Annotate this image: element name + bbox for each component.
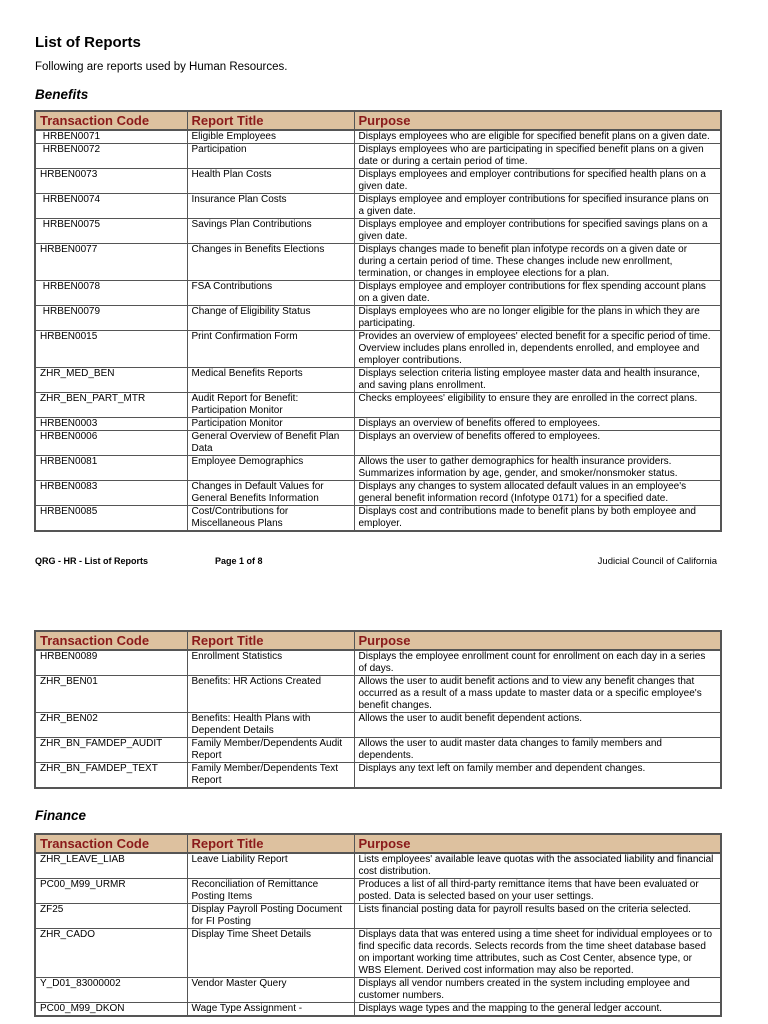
- table-row: [35, 331, 721, 368]
- table-header-row: [35, 834, 721, 853]
- table-row: [35, 978, 721, 1003]
- purpose-cell: Displays employees who are no longer eligible for the plans in which they are participating.: [354, 306, 721, 331]
- table-row: [35, 929, 721, 978]
- report-title-cell: Participation Monitor: [187, 418, 354, 431]
- purpose-cell: Provides an overview of employees' elected benefit for a specific period of time. Overview includes plans enrolled in, dependents enrolled, and employee and employer contributions.: [354, 331, 721, 368]
- table-row: [35, 219, 721, 244]
- table-row: [35, 306, 721, 331]
- purpose-cell: Displays employees who are eligible for specified benefit plans on a given date.: [354, 130, 721, 144]
- table-row: [35, 904, 721, 929]
- section-heading-benefits: Benefits: [35, 87, 89, 102]
- transaction-code-cell: HRBEN0077: [35, 244, 187, 281]
- report-title-cell: Display Payroll Posting Document for FI Posting: [187, 904, 354, 929]
- transaction-code-cell: HRBEN0078: [35, 281, 187, 306]
- table-row: [35, 368, 721, 393]
- transaction-code-cell: HRBEN0071: [35, 130, 187, 144]
- purpose-cell: Allows the user to audit master data changes to family members and dependents.: [354, 738, 721, 763]
- transaction-code-cell: HRBEN0003: [35, 418, 187, 431]
- table-row: [35, 144, 721, 169]
- header-purpose: Purpose: [354, 834, 721, 853]
- report-title-cell: Benefits: Health Plans with Dependent Details: [187, 713, 354, 738]
- purpose-cell: Checks employees' eligibility to ensure they are enrolled in the correct plans.: [354, 393, 721, 418]
- transaction-code-cell: HRBEN0073: [35, 169, 187, 194]
- transaction-code-cell: HRBEN0085: [35, 506, 187, 532]
- purpose-cell: Displays an overview of benefits offered to employees.: [354, 418, 721, 431]
- purpose-cell: Displays any text left on family member and dependent changes.: [354, 763, 721, 789]
- transaction-code-cell: HRBEN0089: [35, 650, 187, 676]
- report-title-cell: Cost/Contributions for Miscellaneous Plans: [187, 506, 354, 532]
- table-row: [35, 676, 721, 713]
- report-title-cell: Medical Benefits Reports: [187, 368, 354, 393]
- purpose-cell: Allows the user to audit benefit dependent actions.: [354, 713, 721, 738]
- report-title-cell: Benefits: HR Actions Created: [187, 676, 354, 713]
- table-row: [35, 853, 721, 879]
- report-title-cell: Savings Plan Contributions: [187, 219, 354, 244]
- purpose-cell: Displays employees who are participating in specified benefit plans on a given date or during a certain period of time.: [354, 144, 721, 169]
- intro-text: Following are reports used by Human Resources.: [35, 61, 288, 73]
- footer-organization: Judicial Council of California: [597, 556, 717, 567]
- footer-page-number: Page 1 of 8: [215, 556, 263, 566]
- benefits-continued-table: [34, 630, 722, 789]
- transaction-code-cell: ZHR_LEAVE_LIAB: [35, 853, 187, 879]
- report-title-cell: Vendor Master Query: [187, 978, 354, 1003]
- transaction-code-cell: PC00_M99_DKON: [35, 1003, 187, 1017]
- transaction-code-cell: ZF25: [35, 904, 187, 929]
- report-title-cell: Wage Type Assignment -: [187, 1003, 354, 1017]
- report-title-cell: General Overview of Benefit Plan Data: [187, 431, 354, 456]
- header-transaction-code: Transaction Code: [35, 111, 187, 130]
- purpose-cell: Displays employee and employer contributions for specified insurance plans on a given date.: [354, 194, 721, 219]
- transaction-code-cell: HRBEN0079: [35, 306, 187, 331]
- purpose-cell: Displays selection criteria listing employee master data and health insurance, and saving plans enrollment.: [354, 368, 721, 393]
- table-row: [35, 738, 721, 763]
- report-title-cell: Employee Demographics: [187, 456, 354, 481]
- table-row: [35, 456, 721, 481]
- transaction-code-cell: ZHR_BN_FAMDEP_AUDIT: [35, 738, 187, 763]
- report-title-cell: Change of Eligibility Status: [187, 306, 354, 331]
- purpose-cell: Lists employees' available leave quotas with the associated liability and financial cost distribution.: [354, 853, 721, 879]
- header-report-title: Report Title: [187, 631, 354, 650]
- table-row: [35, 763, 721, 789]
- purpose-cell: Displays wage types and the mapping to the general ledger account.: [354, 1003, 721, 1017]
- table-row: [35, 481, 721, 506]
- table-row: [35, 130, 721, 144]
- transaction-code-cell: ZHR_BEN02: [35, 713, 187, 738]
- report-title-cell: Health Plan Costs: [187, 169, 354, 194]
- table-header-row: [35, 111, 721, 130]
- table-row: [35, 431, 721, 456]
- table-row: [35, 650, 721, 676]
- section-heading-finance: Finance: [35, 808, 87, 823]
- table-row: [35, 281, 721, 306]
- transaction-code-cell: HRBEN0006: [35, 431, 187, 456]
- purpose-cell: Displays any changes to system allocated default values in an employee's general benefit information record (Infotype 0171) for a specified date.: [354, 481, 721, 506]
- transaction-code-cell: HRBEN0081: [35, 456, 187, 481]
- transaction-code-cell: HRBEN0074: [35, 194, 187, 219]
- footer-doc-name: QRG - HR - List of Reports: [35, 556, 148, 566]
- report-title-cell: Participation: [187, 144, 354, 169]
- report-title-cell: Eligible Employees: [187, 130, 354, 144]
- transaction-code-cell: HRBEN0083: [35, 481, 187, 506]
- report-title-cell: Print Confirmation Form: [187, 331, 354, 368]
- header-report-title: Report Title: [187, 111, 354, 130]
- transaction-code-cell: ZHR_MED_BEN: [35, 368, 187, 393]
- report-title-cell: Changes in Default Values for General Benefits Information: [187, 481, 354, 506]
- table-row: [35, 879, 721, 904]
- transaction-code-cell: ZHR_BEN01: [35, 676, 187, 713]
- transaction-code-cell: ZHR_BEN_PART_MTR: [35, 393, 187, 418]
- benefits-table: [34, 110, 722, 532]
- transaction-code-cell: ZHR_BN_FAMDEP_TEXT: [35, 763, 187, 789]
- transaction-code-cell: ZHR_CADO: [35, 929, 187, 978]
- purpose-cell: Displays an overview of benefits offered to employees.: [354, 431, 721, 456]
- purpose-cell: Displays employees and employer contributions for specified health plans on a given date.: [354, 169, 721, 194]
- report-title-cell: Family Member/Dependents Audit Report: [187, 738, 354, 763]
- purpose-cell: Lists financial posting data for payroll results based on the criteria selected.: [354, 904, 721, 929]
- purpose-cell: Displays cost and contributions made to benefit plans by both employee and employer.: [354, 506, 721, 532]
- table-row: [35, 194, 721, 219]
- table-row: [35, 418, 721, 431]
- page-footer: [35, 556, 717, 570]
- transaction-code-cell: HRBEN0015: [35, 331, 187, 368]
- purpose-cell: Produces a list of all third-party remittance items that have been evaluated or posted. Data is selected based on your user settings.: [354, 879, 721, 904]
- purpose-cell: Displays data that was entered using a time sheet for individual employees or to find specific data records. Selects records from the time sheet database based on important working time attributes, such as Cost Center, absence type, or WBS Element. Derived cost information may also be reported.: [354, 929, 721, 978]
- report-title-cell: Insurance Plan Costs: [187, 194, 354, 219]
- purpose-cell: Allows the user to audit benefit actions and to view any benefit changes that occurred as a result of a mass update to master data or a specific employee's benefit changes.: [354, 676, 721, 713]
- report-title-cell: Leave Liability Report: [187, 853, 354, 879]
- table-header-row: [35, 631, 721, 650]
- report-title-cell: Family Member/Dependents Text Report: [187, 763, 354, 789]
- report-title-cell: Audit Report for Benefit: Participation Monitor: [187, 393, 354, 418]
- purpose-cell: Displays all vendor numbers created in the system including employee and customer numbers.: [354, 978, 721, 1003]
- table-row: [35, 244, 721, 281]
- purpose-cell: Displays the employee enrollment count for enrollment on each day in a series of days.: [354, 650, 721, 676]
- purpose-cell: Displays employee and employer contributions for specified savings plans on a given date.: [354, 219, 721, 244]
- report-title-cell: Enrollment Statistics: [187, 650, 354, 676]
- report-title-cell: Reconciliation of Remittance Posting Items: [187, 879, 354, 904]
- purpose-cell: Displays employee and employer contributions for flex spending account plans on a given date.: [354, 281, 721, 306]
- transaction-code-cell: PC00_M99_URMR: [35, 879, 187, 904]
- header-report-title: Report Title: [187, 834, 354, 853]
- table-row: [35, 393, 721, 418]
- header-transaction-code: Transaction Code: [35, 631, 187, 650]
- table-row: [35, 169, 721, 194]
- header-purpose: Purpose: [354, 631, 721, 650]
- table-row: [35, 713, 721, 738]
- finance-table: [34, 833, 722, 1017]
- report-title-cell: FSA Contributions: [187, 281, 354, 306]
- purpose-cell: Displays changes made to benefit plan infotype records on a given date or during a certain period of time. These changes include new enrollment, termination, or changes in employee elections for a plan.: [354, 244, 721, 281]
- table-row: [35, 1003, 721, 1017]
- report-title-cell: Changes in Benefits Elections: [187, 244, 354, 281]
- transaction-code-cell: HRBEN0072: [35, 144, 187, 169]
- report-title-cell: Display Time Sheet Details: [187, 929, 354, 978]
- header-purpose: Purpose: [354, 111, 721, 130]
- purpose-cell: Allows the user to gather demographics for health insurance providers. Summarizes information by age, gender, and smoker/nonsmoker status.: [354, 456, 721, 481]
- table-row: [35, 506, 721, 532]
- transaction-code-cell: Y_D01_83000002: [35, 978, 187, 1003]
- transaction-code-cell: HRBEN0075: [35, 219, 187, 244]
- page-title: List of Reports: [35, 34, 141, 51]
- header-transaction-code: Transaction Code: [35, 834, 187, 853]
